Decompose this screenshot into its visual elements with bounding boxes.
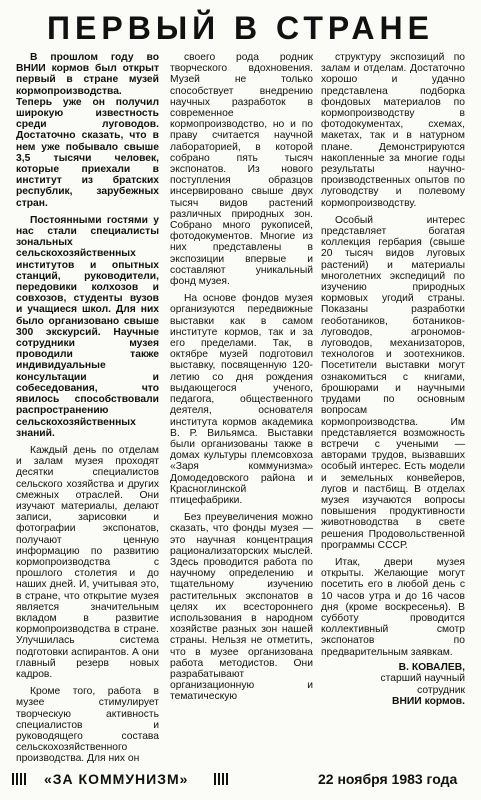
- newspaper-name: «ЗА КОММУНИЗМ»: [44, 771, 189, 787]
- article-paragraph: Итак, двери музея открыты. Желающие могут посетить его в любой день с 10 часов утра и до 16 часов дня (кроме воскресенья). В субботу проводится коллективный смотр экспонатов по предварительным заявкам.: [321, 556, 465, 658]
- article-paragraph: Особый интерес представляет богатая коллекция гербария (свыше 20 тысяч видов луговых растений) и материалы многолетних экспедиций по изучению природных кормовых угодий страны. Показаны разработки геоботаников, ботаников-луговодов, агрономов-луговодов, механизаторов, технологов и зоотехников. Посетители выставки могут ознакомиться с книгами, брошюрами и научными трудами по основным вопросам кормопроизводства. Им представляется возможность встречи с учеными — авторами трудов, вызвавших особый интерес. Есть модели и земельных конвейеров, лугов и пастбищ. В отделах музея изучаются вопросы повышения продуктивности животноводства в свете решения Продовольственной программы СССР.: [321, 214, 465, 551]
- article-column-1: [16, 52, 159, 765]
- newspaper-footer: [0, 768, 481, 794]
- article-paragraph: На основе фондов музея организуются передвижные выставки как в самом институте кормов, так и за его пределами. Так, в октябре музей подготовил выставку, посвященную 120-летию со дня рождения выдающегося ученого, педагога, общественного деятеля, основателя института кормов академика В. Р. Вильямса. Выставки были организованы также в домах культуры племсовхоза «Заря коммунизма» Домодедовского района и Красноглинской птицефабрики.: [170, 293, 313, 506]
- author-role: старший научный: [380, 673, 465, 685]
- article-column-3: [321, 52, 465, 708]
- article-headline: ПЕРВЫЙ В СТРАНЕ: [47, 10, 434, 46]
- article-paragraph: Без преувеличения можно сказать, что фонды музея — это научная концентрация рационализаторских мыслей. Здесь проводится работа по научному определению и тщательному изучению растительных экспонатов в целях их всестороннего использования в народном хозяйстве разных зон нашей страны. Нельзя не отметить, что в музее организована работа методистов. Они разрабатывают организационную и тематическую: [170, 512, 313, 703]
- ornament-bars-icon: [214, 773, 228, 785]
- article-paragraph: структуру экспозиций по залам и отделам. Достаточно хорошо и удачно представлена подборка фондовых материалов по кормопроизводству в фотодокументах, схемах, макетах, так и в натурном плане. Демонстрируются накопленные за многие годы результаты научно-производственных опытов по луговодству и полевому кормопроизводству.: [321, 52, 465, 209]
- article-paragraph: Кроме того, работа в музее стимулирует творческую активность специалистов и руководящего состава сельскохозяйственного производства. Для них он: [16, 686, 159, 765]
- article-column-2: [170, 52, 313, 703]
- article-paragraph: В прошлом году во ВНИИ кормов был открыт первый в стране музей кормопроизводства. Теперь уже он получил широкую известность среди луговодов. Достаточно сказать, что в нем уже побывало свыше 3,5 тысячи человек, которые приехали в институт из братских республик, зарубежных стран.: [16, 52, 159, 209]
- article-paragraph: Постоянными гостями у нас стали специалисты зональных сельскохозяйственных институтов и опытных станций, руководители, передовики колхозов и совхозов, студенты вузов и учащиеся школ. Для них было организовано свыше 300 экскурсий. Научные сотрудники музея проводили также индивидуальные консультации и собеседования, что явилось способствовали распространению сельскохозяйственных знаний.: [16, 214, 159, 439]
- publication-date: 22 ноября 1983 года: [318, 771, 458, 787]
- article-paragraph: Каждый день по отделам и залам музея проходят десятки специалистов сельского хозяйства и других смежных отраслей. Они изучают материалы, делают записи, зарисовки и фотографии экспонатов, получают ценную информацию по развитию кормопроизводства с прошлого столетия и до наших дней. И, учитывая это, в стране, что открытие музея является значительным вкладом в развитие кормопроизводства в стране. Улучшилась система подготовки аспирантов. А они главный резерв новых кадров.: [16, 444, 159, 680]
- author-name: В. КОВАЛЕВ,: [398, 661, 465, 673]
- ornament-bars-icon: [12, 773, 26, 785]
- author-organization: ВНИИ кормов.: [392, 696, 465, 708]
- author-role-2: сотрудник: [417, 684, 465, 696]
- article-paragraph: своего рода родник творческого вдохновения. Музей не только способствует внедрению научных разработок в современное кормопроизводство, но и по праву считается научной лабораторией, в которой собрано пять тысяч экспонатов. Из нового поступления образцов инсервировано свыше двух тысяч видов растений различных природных зон. Собрано много рукописей, фотодокументов. Многие из них представлены в экспозиции впервые и составляют уникальный фонд музея.: [170, 52, 313, 288]
- author-signature: [321, 662, 465, 708]
